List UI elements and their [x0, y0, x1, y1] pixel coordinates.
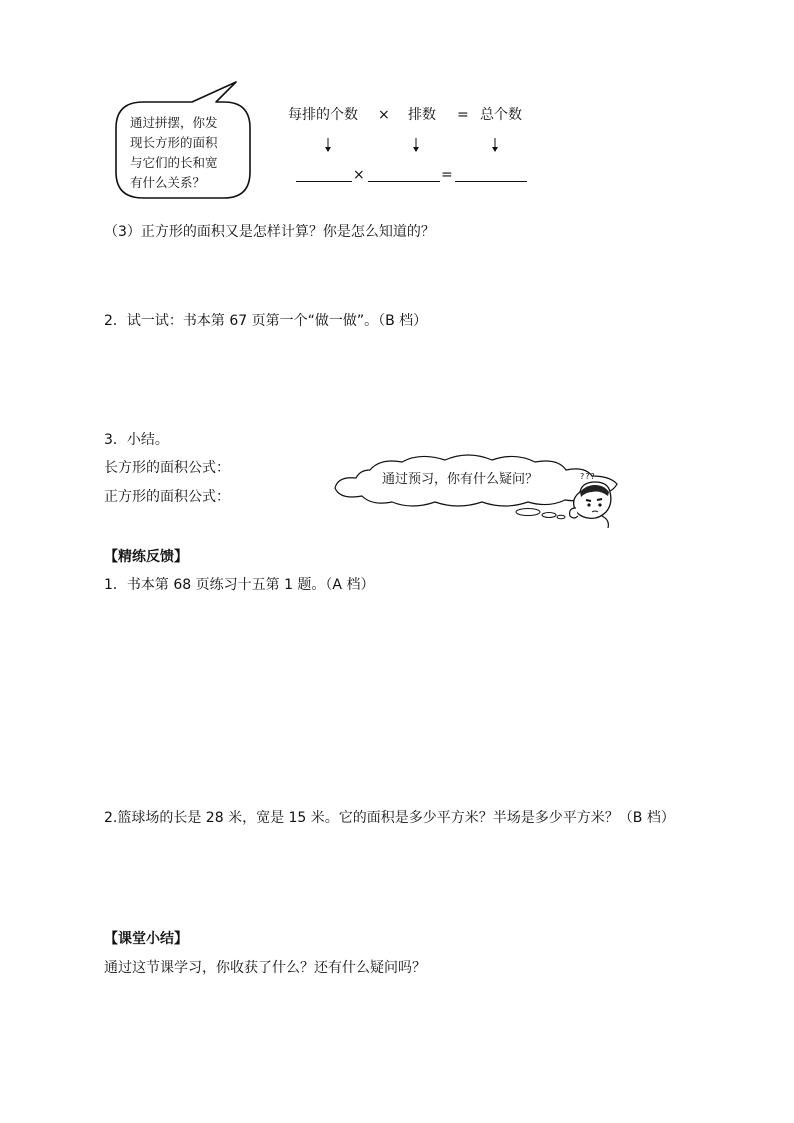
practice-item-1: 1．书本第 68 页练习十五第 1 题。（A 档）	[104, 577, 375, 593]
formula-times: ×	[378, 107, 390, 123]
formula-total: 总个数	[480, 107, 522, 123]
bubble-line-2: 现长方形的面积	[130, 135, 218, 150]
formula-per-row: 每排的个数	[288, 107, 358, 123]
rect-formula-label: 长方形的面积公式：	[104, 460, 230, 476]
answer-equals: =	[441, 167, 453, 183]
bubble-line-4: 有什么关系？	[130, 175, 206, 190]
class-summary-heading: 【课堂小结】	[104, 931, 188, 947]
formula-rows: 排数	[408, 107, 436, 123]
try-it-exercise: 2．试一试：书本第 67 页第一个“做一做”。（B 档）	[104, 313, 428, 329]
square-formula-label: 正方形的面积公式：	[104, 489, 230, 505]
cartoon-question-marks: ???	[580, 472, 596, 481]
bubble-line-3: 与它们的长和宽	[130, 155, 218, 170]
answer-times: ×	[353, 167, 365, 183]
thought-cloud-shape	[0, 0, 794, 540]
formula-equals: =	[457, 107, 469, 123]
cartoon-boy-icon	[562, 478, 622, 530]
question-square-area: （3）正方形的面积又是怎样计算？你是怎么知道的？	[104, 224, 435, 240]
summary-heading: 3．小结。	[104, 432, 169, 448]
practice-item-2: 2.篮球场的长是 28 米，宽是 15 米。它的面积是多少平方米？半场是多少平方米？（B 档）	[104, 810, 675, 826]
bubble-line-1: 通过拼摆，你发	[130, 115, 218, 130]
cloud-question-text: 通过预习，你有什么疑问？	[382, 472, 539, 487]
practice-heading: 【精练反馈】	[104, 549, 188, 565]
class-summary-text: 通过这节课学习，你收获了什么？还有什么疑问吗？	[104, 960, 426, 976]
